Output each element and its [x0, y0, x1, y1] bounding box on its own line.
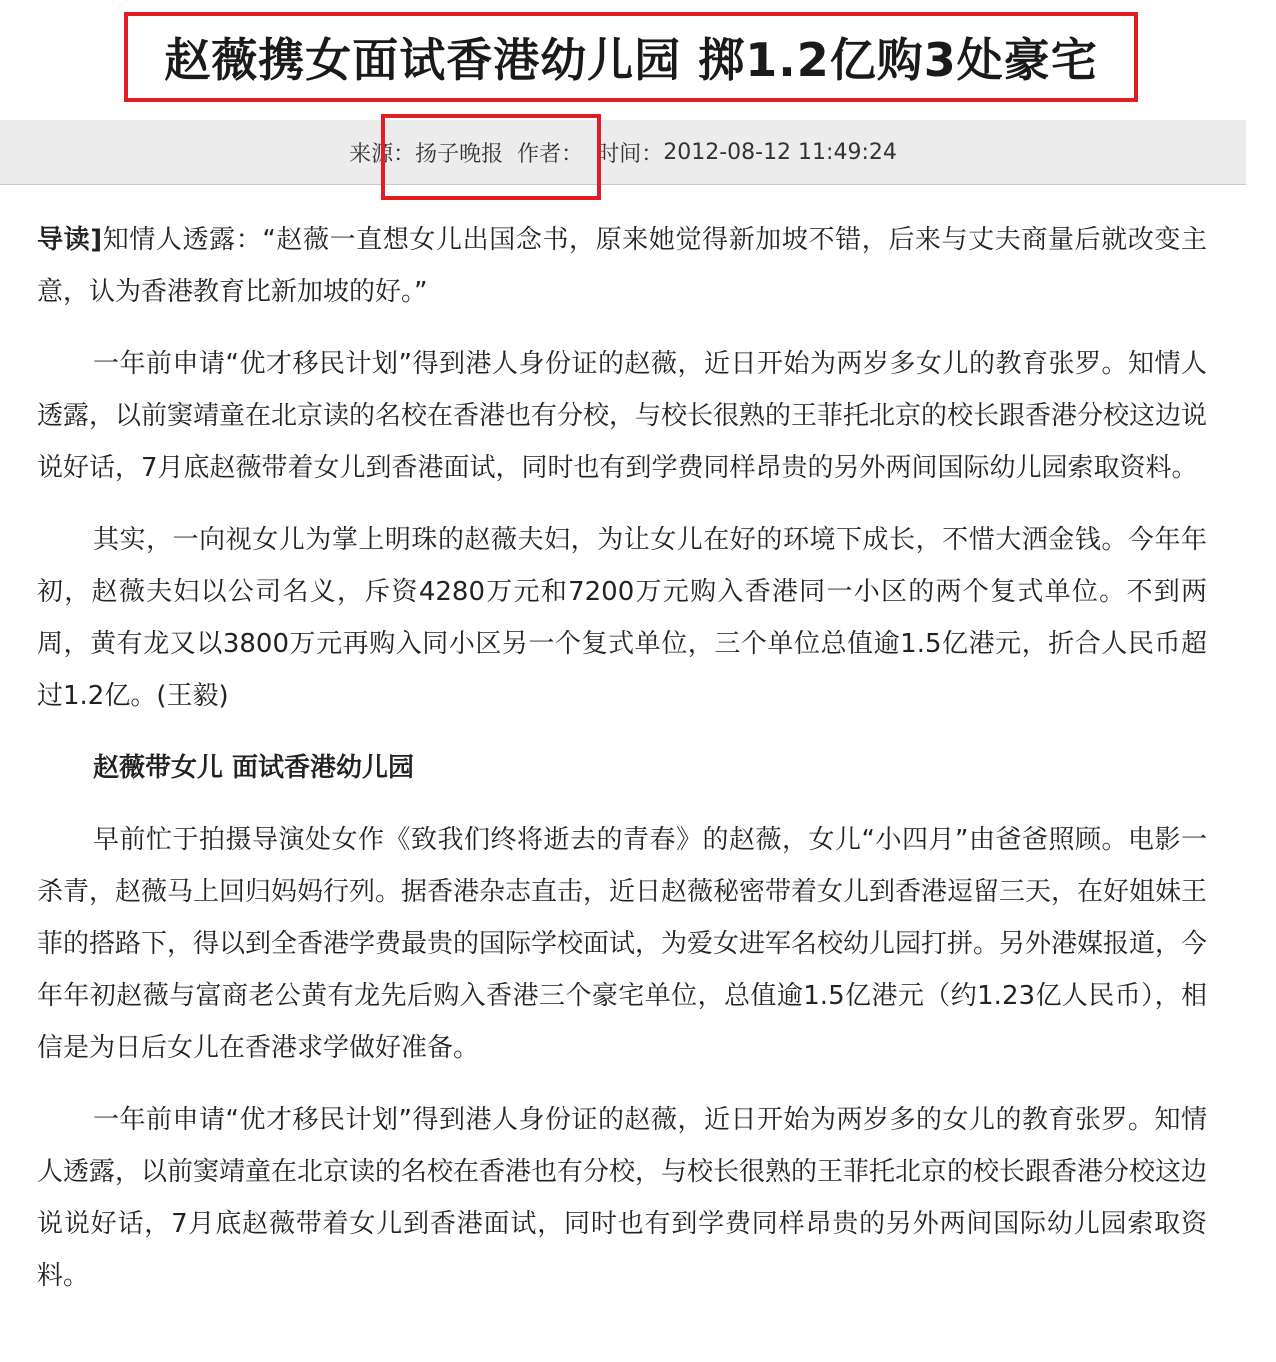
article-title: 赵薇携女面试香港幼儿园 掷1.2亿购3处豪宅	[164, 33, 1098, 87]
article-meta-bar	[0, 120, 1246, 185]
time-label: 时间：	[597, 141, 664, 167]
body-paragraph: 早前忙于拍摄导演处女作《致我们终将逝去的青春》的赵薇，女儿“小四月”由爸爸照顾。电影一杀青，赵薇马上回归妈妈行列。据香港杂志直击，近日赵薇秘密带着女儿到香港逗留三天，在好姐妹王菲的搭路下，得以到全香港学费最贵的国际学校面试，为爱女进军名校幼儿园打拼。另外港媒报道，今年年初赵薇与富商老公黄有龙先后购入香港三个豪宅单位，总值逾1.5亿港元（约1.23亿人民币），相信是为日后女儿在香港求学做好准备。	[37, 825, 1208, 1063]
lead-label: 导读]	[37, 225, 103, 255]
section-heading: 赵薇带女儿 面试香港幼儿园	[93, 753, 415, 783]
author-label: 作者：	[517, 141, 584, 167]
lead-paragraph	[37, 214, 1207, 318]
body-paragraph: 一年前申请“优才移民计划”得到港人身份证的赵薇，近日开始为两岁多的女儿的教育张罗。知情人透露，以前窦靖童在北京读的名校在香港也有分校，与校长很熟的王菲托北京的校长跟香港分校这边说说好话，7月底赵薇带着女儿到香港面试，同时也有到学费同样昂贵的另外两间国际幼儿园索取资料。	[37, 1105, 1208, 1291]
source-value: 扬子晚报	[415, 141, 504, 167]
body-paragraph: 其实，一向视女儿为掌上明珠的赵薇夫妇，为让女儿在好的环境下成长，不惜大洒金钱。今年年初，赵薇夫妇以公司名义，斥资4280万元和7200万元购入香港同一小区的两个复式单位。不到两周，黄有龙又以3800万元再购入同小区另一个复式单位，三个单位总值逾1.5亿港元，折合人民币超过1.2亿。(王毅)	[37, 525, 1207, 711]
source-label: 来源：	[349, 141, 416, 167]
article-body	[37, 214, 1207, 1322]
title-highlight-box	[124, 12, 1138, 102]
time-value: 2012-08-12 11:49:24	[663, 139, 897, 165]
lead-text: 知情人透露：“赵薇一直想女儿出国念书，原来她觉得新加坡不错，后来与丈夫商量后就改变主意，认为香港教育比新加坡的好。”	[37, 225, 1207, 307]
body-paragraph: 一年前申请“优才移民计划”得到港人身份证的赵薇，近日开始为两岁多女儿的教育张罗。知情人透露，以前窦靖童在北京读的名校在香港也有分校，与校长很熟的王菲托北京的校长跟香港分校这边说说好话，7月底赵薇带着女儿到香港面试，同时也有到学费同样昂贵的另外两间国际幼儿园索取资料。	[37, 349, 1208, 483]
